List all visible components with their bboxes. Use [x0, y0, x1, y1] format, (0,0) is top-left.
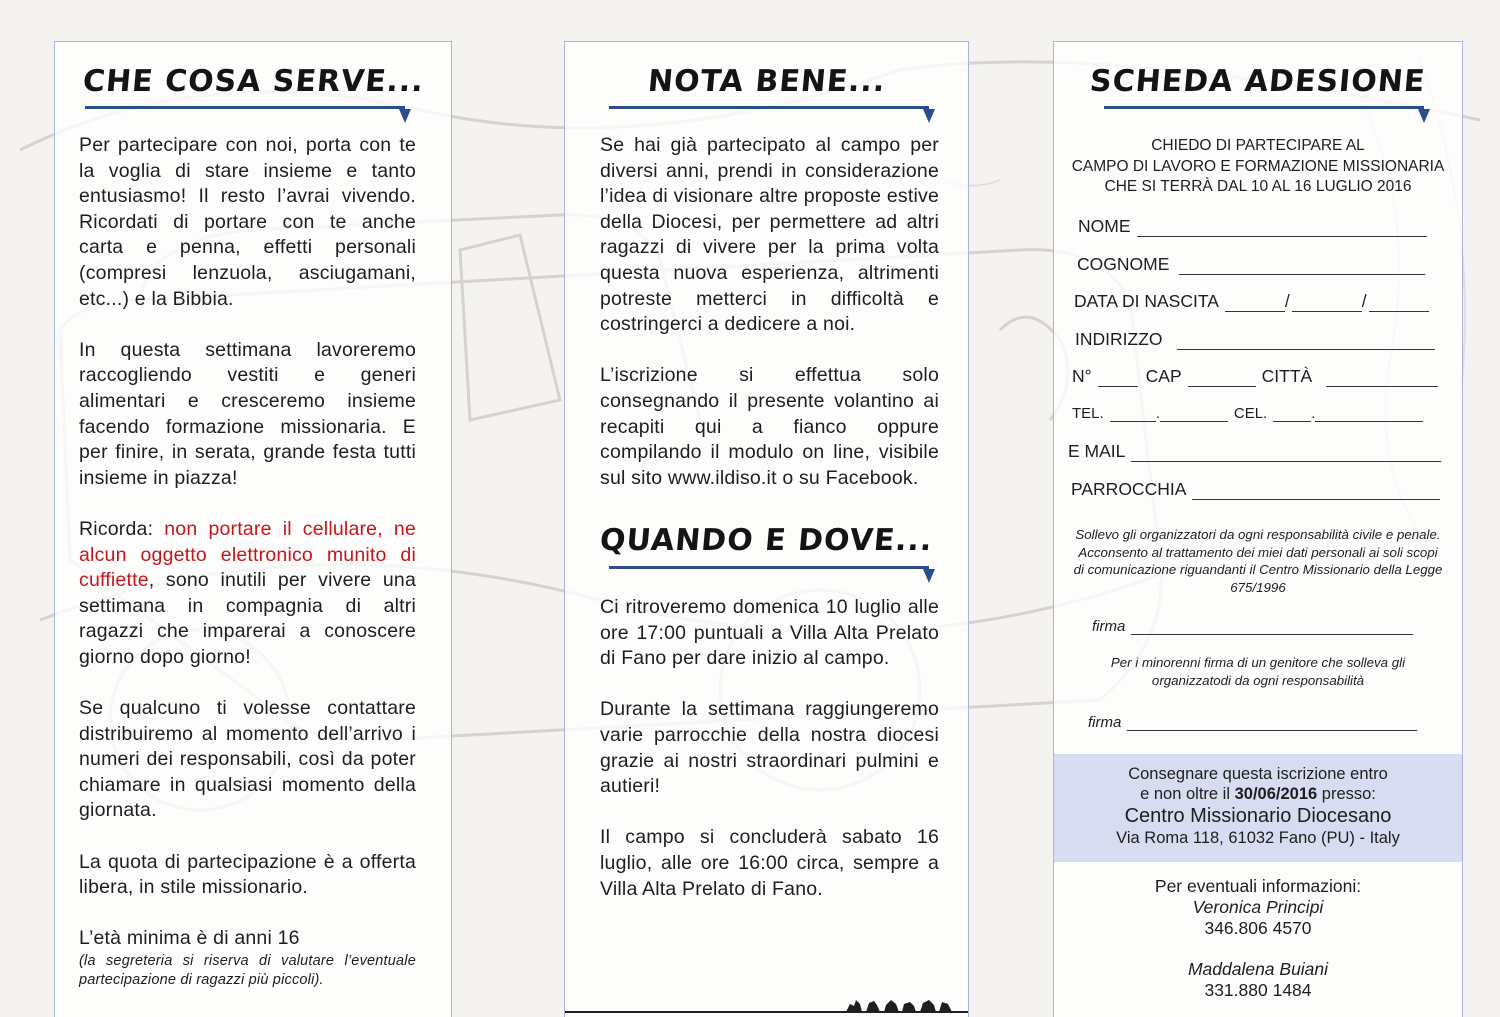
- camel-caravan-icon: [844, 994, 954, 1012]
- cel-number-line[interactable]: [1315, 404, 1423, 422]
- panel-body: [79, 133, 416, 990]
- panel-what-you-need: [54, 41, 452, 1017]
- phone-field[interactable]: [1072, 404, 1423, 422]
- cognome-input-line[interactable]: [1179, 257, 1425, 275]
- age-note: (la segreteria si riserva di valutare l’eventuale partecipazione di ragazzi più piccoli).: [79, 953, 416, 988]
- paragraph: L’iscrizione si effettua solo consegnando il presente volantino ai recapiti qui a fianco oppure compilando il modulo on line, visibile sul sito www.ildiso.it o su Facebook.: [600, 364, 939, 489]
- deadline-date: 30/06/2016: [1234, 785, 1318, 803]
- warning-text: non portare il cellulare, ne alcun oggetto elettronico munito di cuffiette: [79, 517, 416, 592]
- liability-disclaimer: Sollevo gli organizzatori da ogni responsabilità civile e penale. Acconsento al trattamento dei miei dati personali ai soli scopi di comunicazione riguandanti il Centro Missionario della Legge 675/1996: [1073, 527, 1443, 595]
- deliver-line: Consegnare questa iscrizione entro: [1128, 765, 1388, 783]
- field-label: E MAIL: [1068, 441, 1126, 461]
- signature-line[interactable]: [1131, 620, 1413, 635]
- heading-underline: [85, 106, 405, 109]
- field-label: CEL.: [1233, 405, 1268, 422]
- heading-arrow-icon: [399, 109, 411, 123]
- organization-address: Via Roma 118, 61032 Fano (PU) - Italy: [1116, 829, 1400, 847]
- section-heading: SCHEDA ADESIONE: [1088, 64, 1428, 99]
- label-text: Ricorda:: [79, 517, 165, 540]
- firma-label: firma: [1092, 618, 1126, 635]
- heading-area: [565, 523, 968, 558]
- paragraph-text: , sono inutili per vivere una settimana in compagnia di altri ragazzi che imparerai a conoscere giorno dopo giorno!: [79, 569, 416, 668]
- heading-arrow-icon: [1418, 109, 1430, 123]
- heading-arrow-icon: [923, 569, 935, 583]
- contact-info: [1054, 876, 1462, 1001]
- section-heading: NOTA BENE...: [646, 64, 887, 99]
- birth-day-line[interactable]: [1225, 294, 1285, 312]
- age-text: L’età minima è di anni 16: [79, 927, 300, 950]
- date-separator: /: [1361, 291, 1367, 311]
- heading-area: [55, 64, 451, 99]
- paragraph: Ci ritroveremo domenica 10 luglio alle ore 17:00 puntuali a Villa Alta Prelato di Fano per dare inizio al campo.: [600, 596, 939, 670]
- parrocchia-input-line[interactable]: [1192, 482, 1440, 500]
- panel-body: [600, 595, 939, 928]
- form-intro: [1054, 136, 1462, 198]
- minor-disclaimer: Per i minorenni firma di un genitore che solleva gli organizzatodi da ogni responsabilità: [1110, 655, 1406, 688]
- paragraph: Per partecipare con noi, porta con te la voglia di stare insieme e tanto entusiasmo! Il resto l’avrai vivendo. Ricordati di portare con te anche carta e penna, effetti personali (compresi lenzuola, asciugamani, etc...) e la Bibbia.: [79, 134, 416, 310]
- section-heading: CHE COSA SERVE...: [80, 64, 425, 99]
- contact-phone: 346.806 4570: [1204, 918, 1312, 938]
- birthdate-field[interactable]: [1074, 291, 1429, 312]
- deliver-text: presso:: [1317, 785, 1376, 803]
- paragraph: In questa settimana lavoreremo raccogliendo vestiti e generi alimentari e cresceremo insieme facendo formazione missionaria. E per finire, in serata, grande festa tutti insieme in piazza!: [79, 338, 416, 489]
- intro-line: CAMPO DI LAVORO E FORMAZIONE MISSIONARIA: [1071, 157, 1445, 175]
- firma-label: firma: [1088, 714, 1122, 731]
- heading-area: [565, 64, 968, 99]
- heading-area: [1054, 64, 1462, 99]
- contact-name: Maddalena Buiani: [1187, 959, 1329, 979]
- paragraph: [79, 926, 416, 990]
- field-label: CITTÀ: [1261, 366, 1313, 386]
- heading-underline: [1104, 106, 1424, 109]
- paragraph: Se qualcuno ti volesse contattare distribuiremo al momento dell’arrivo i numeri dei responsabili, così da poter chiamare in qualsiasi momento della giornata.: [79, 697, 416, 822]
- field-label: DATA DI NASCITA: [1074, 291, 1219, 311]
- nome-field[interactable]: [1078, 216, 1427, 237]
- cel-prefix-line[interactable]: [1273, 404, 1311, 422]
- birth-year-line[interactable]: [1369, 294, 1429, 312]
- citta-input-line[interactable]: [1326, 369, 1438, 387]
- contact-phone: 331.880 1484: [1204, 980, 1312, 1000]
- paragraph: [79, 517, 416, 671]
- indirizzo-input-line[interactable]: [1177, 332, 1435, 350]
- birth-month-line[interactable]: [1292, 294, 1362, 312]
- heading-arrow-icon: [923, 109, 935, 123]
- field-label: PARROCCHIA: [1071, 479, 1187, 499]
- delivery-info-box: [1054, 754, 1462, 862]
- numero-input-line[interactable]: [1098, 369, 1138, 387]
- contact-name: Veronica Principi: [1192, 897, 1324, 917]
- paragraph: La quota di partecipazione è a offerta libera, in stile missionario.: [79, 850, 416, 899]
- email-input-line[interactable]: [1131, 444, 1441, 462]
- nome-input-line[interactable]: [1137, 219, 1427, 237]
- paragraph: Il campo si concluderà sabato 16 luglio, alle ore 16:00 circa, sempre a Villa Alta Prelato di Fano.: [600, 826, 939, 900]
- field-label: NOME: [1078, 216, 1131, 236]
- heading-underline: [609, 106, 929, 109]
- cognome-field[interactable]: [1077, 254, 1425, 275]
- address-details-field[interactable]: [1072, 366, 1438, 387]
- email-field[interactable]: [1068, 441, 1441, 462]
- field-label: INDIRIZZO: [1075, 329, 1163, 349]
- tel-number-line[interactable]: [1160, 404, 1228, 422]
- deliver-text: e non oltre il: [1140, 785, 1235, 803]
- organization-name: Centro Missionario Diocesano: [1124, 805, 1392, 827]
- section-heading: QUANDO E DOVE...: [598, 523, 935, 558]
- info-label: Per eventuali informazioni:: [1154, 876, 1362, 896]
- paragraph: Se hai già partecipato al campo per diversi anni, prendi in considerazione l’idea di visionare altre proposte estive della Diocesi, per permettere ad altri ragazzi di vivere per la prima volta questa nuova esperienza, altrimenti potreste metterci in difficoltà e costringerci a dedicere a noi.: [600, 134, 939, 336]
- parent-signature-line[interactable]: [1127, 716, 1417, 731]
- panel-registration-form: [1053, 41, 1463, 1017]
- intro-line: CHIEDO DI PARTECIPARE AL: [1151, 137, 1365, 154]
- intro-line: CHE SI TERRÀ DAL 10 AL 16 LUGLIO 2016: [1104, 178, 1412, 195]
- field-label: COGNOME: [1077, 254, 1170, 274]
- paragraph: Durante la settimana raggiungeremo varie parrocchie della nostra diocesi grazie ai nostri straordinari pulmini e autieri!: [600, 698, 939, 798]
- dot-separator: .: [1155, 405, 1160, 422]
- date-separator: /: [1284, 291, 1290, 311]
- indirizzo-field[interactable]: [1075, 329, 1435, 350]
- parrocchia-field[interactable]: [1071, 479, 1440, 500]
- field-label: TEL.: [1072, 405, 1104, 422]
- dot-separator: .: [1311, 405, 1316, 422]
- panel-body: [600, 133, 939, 517]
- tel-prefix-line[interactable]: [1110, 404, 1156, 422]
- deliver-line: [1054, 784, 1462, 804]
- field-label: N°: [1072, 366, 1092, 386]
- signature-field[interactable]: [1092, 618, 1413, 635]
- field-label: CAP: [1145, 366, 1182, 386]
- panel-notes: [564, 41, 969, 1017]
- parent-signature-field[interactable]: [1088, 714, 1417, 731]
- heading-underline: [609, 566, 929, 569]
- cap-input-line[interactable]: [1188, 369, 1256, 387]
